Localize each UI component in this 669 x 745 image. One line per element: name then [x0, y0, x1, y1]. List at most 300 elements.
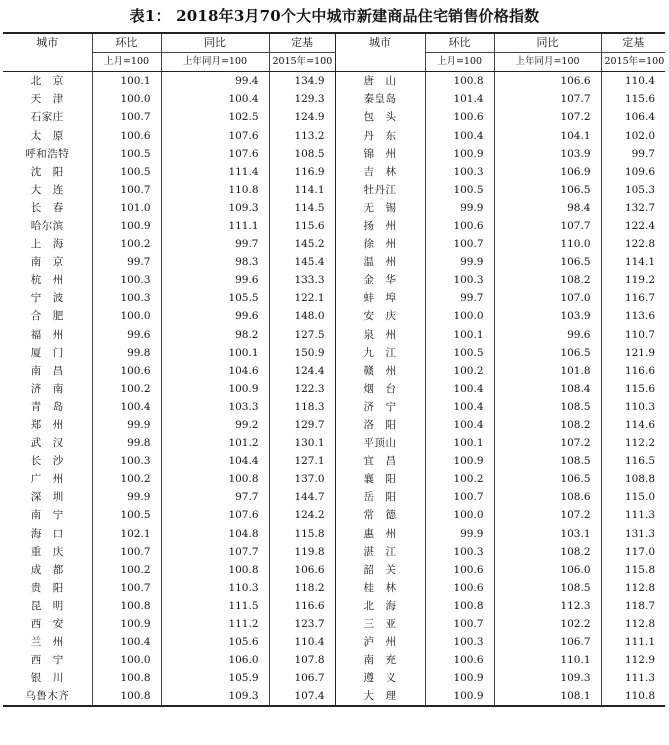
left-city-name: 西 安: [30, 618, 64, 631]
table-row: [3, 543, 665, 561]
header-mom-right: 环比: [425, 33, 494, 53]
left-mom-value: 99.8: [92, 434, 161, 452]
left-fixed-value: 113.2: [269, 126, 335, 144]
right-yoy-value: 107.2: [494, 434, 601, 452]
right-yoy-value: 107.2: [494, 108, 601, 126]
left-fixed-value: 118.3: [269, 398, 335, 416]
header-yoy-base-right: 上年同月=100: [494, 53, 601, 72]
table-row: [3, 470, 665, 488]
left-fixed-value: 145.4: [269, 253, 335, 271]
right-mom-value: 100.1: [425, 326, 494, 344]
left-yoy-value: 100.9: [161, 380, 269, 398]
right-city-name: 无 锡: [335, 199, 425, 217]
left-yoy-value: 110.3: [161, 579, 269, 597]
right-fixed-value: 115.8: [601, 561, 665, 579]
left-yoy-value: 105.9: [161, 669, 269, 687]
right-fixed-value: 121.9: [601, 344, 665, 362]
left-fixed-value: 115.8: [269, 525, 335, 543]
right-mom-value: 100.6: [425, 561, 494, 579]
left-yoy-value: 100.1: [161, 344, 269, 362]
left-yoy-value: 100.8: [161, 561, 269, 579]
right-fixed-value: 111.3: [601, 669, 665, 687]
left-city-name: 郑 州: [30, 419, 64, 432]
header-mom-base-left: 上月=100: [92, 53, 161, 72]
right-fixed-value: 112.2: [601, 434, 665, 452]
right-mom-value: 100.2: [425, 470, 494, 488]
left-fixed-value: 108.5: [269, 145, 335, 163]
table-body: [3, 33, 665, 706]
right-fixed-value: 116.5: [601, 452, 665, 470]
table-row: [3, 145, 665, 163]
right-yoy-value: 103.9: [494, 145, 601, 163]
left-fixed-value: 115.6: [269, 217, 335, 235]
header-city-left: 城市: [36, 36, 59, 50]
right-fixed-value: 110.7: [601, 326, 665, 344]
left-fixed-value: 118.2: [269, 579, 335, 597]
left-yoy-value: 111.2: [161, 615, 269, 633]
left-city-name: 哈尔滨: [30, 219, 64, 232]
left-city-name: 太 原: [30, 129, 64, 142]
left-fixed-value: 127.1: [269, 452, 335, 470]
right-city-name: 大 理: [335, 687, 425, 706]
left-fixed-value: 122.3: [269, 380, 335, 398]
right-yoy-value: 106.5: [494, 470, 601, 488]
right-mom-value: 100.2: [425, 362, 494, 380]
left-fixed-value: 122.1: [269, 289, 335, 307]
left-fixed-value: 119.8: [269, 543, 335, 561]
table-row: [3, 506, 665, 524]
right-city-name: 北 海: [335, 597, 425, 615]
left-yoy-value: 97.7: [161, 488, 269, 506]
table-title: 表1： 2018年3月70个大中城市新建商品住宅销售价格指数: [129, 7, 540, 25]
right-city-name: 宜 昌: [335, 452, 425, 470]
left-yoy-value: 104.4: [161, 452, 269, 470]
right-mom-value: 99.9: [425, 525, 494, 543]
right-mom-value: 100.9: [425, 145, 494, 163]
right-mom-value: 100.4: [425, 398, 494, 416]
left-yoy-value: 105.6: [161, 633, 269, 651]
left-mom-value: 99.7: [92, 253, 161, 271]
right-yoy-value: 102.2: [494, 615, 601, 633]
left-city-name: 昆 明: [30, 599, 64, 612]
left-city-name: 北 京: [30, 75, 64, 88]
table-row: [3, 181, 665, 199]
right-city-name: 常 德: [335, 506, 425, 524]
right-mom-value: 100.1: [425, 434, 494, 452]
right-city-name: 温 州: [335, 253, 425, 271]
right-mom-value: 100.9: [425, 452, 494, 470]
left-mom-value: 100.9: [92, 217, 161, 235]
right-fixed-value: 106.4: [601, 108, 665, 126]
left-yoy-value: 103.3: [161, 398, 269, 416]
left-fixed-value: 116.9: [269, 163, 335, 181]
table-row: [3, 615, 665, 633]
right-fixed-value: 122.4: [601, 217, 665, 235]
table-row: [3, 398, 665, 416]
left-yoy-value: 111.5: [161, 597, 269, 615]
left-fixed-value: 114.5: [269, 199, 335, 217]
left-fixed-value: 116.6: [269, 597, 335, 615]
left-city-name: 乌鲁木齐: [25, 690, 70, 703]
header-mom-base-right: 上月=100: [425, 53, 494, 72]
right-city-name: 吉 林: [335, 163, 425, 181]
left-yoy-value: 99.6: [161, 271, 269, 289]
left-city-name: 南 昌: [30, 364, 64, 377]
right-yoy-value: 109.3: [494, 669, 601, 687]
left-city-name: 重 庆: [30, 545, 64, 558]
left-fixed-value: 145.2: [269, 235, 335, 253]
right-yoy-value: 106.7: [494, 633, 601, 651]
right-mom-value: 100.9: [425, 669, 494, 687]
right-fixed-value: 119.2: [601, 271, 665, 289]
right-mom-value: 100.0: [425, 307, 494, 325]
table-row: [3, 253, 665, 271]
left-yoy-value: 99.7: [161, 235, 269, 253]
left-yoy-value: 107.7: [161, 543, 269, 561]
header-fixed-base-right: 2015年=100: [601, 53, 665, 72]
left-city-name: 海 口: [30, 527, 64, 540]
left-mom-value: 100.3: [92, 452, 161, 470]
price-index-table: [3, 32, 665, 707]
right-fixed-value: 114.6: [601, 416, 665, 434]
left-yoy-value: 99.4: [161, 72, 269, 91]
table-row: [3, 579, 665, 597]
right-fixed-value: 112.8: [601, 579, 665, 597]
header-yoy-base-left: 上年同月=100: [161, 53, 269, 72]
right-fixed-value: 122.8: [601, 235, 665, 253]
right-city-name: 韶 关: [335, 561, 425, 579]
right-city-name: 金 华: [335, 271, 425, 289]
right-yoy-value: 106.6: [494, 72, 601, 91]
table-row: [3, 488, 665, 506]
right-fixed-value: 99.7: [601, 145, 665, 163]
header-fixed-base-left: 2015年=100: [269, 53, 335, 72]
right-yoy-value: 108.4: [494, 380, 601, 398]
right-mom-value: 100.6: [425, 579, 494, 597]
right-city-name: 惠 州: [335, 525, 425, 543]
left-mom-value: 100.0: [92, 651, 161, 669]
right-fixed-value: 114.1: [601, 253, 665, 271]
table-row: [3, 561, 665, 579]
table-row: [3, 289, 665, 307]
header-fixed-left: 定基: [269, 33, 335, 53]
left-mom-value: 100.8: [92, 597, 161, 615]
left-city-name: 大 连: [30, 183, 64, 196]
right-city-name: 泉 州: [335, 326, 425, 344]
right-yoy-value: 108.5: [494, 579, 601, 597]
table-row: [3, 307, 665, 325]
left-mom-value: 99.8: [92, 344, 161, 362]
right-fixed-value: 111.3: [601, 506, 665, 524]
right-mom-value: 99.9: [425, 253, 494, 271]
left-fixed-value: 130.1: [269, 434, 335, 452]
right-yoy-value: 108.5: [494, 398, 601, 416]
right-yoy-value: 108.6: [494, 488, 601, 506]
table-row: [3, 235, 665, 253]
left-yoy-value: 109.3: [161, 687, 269, 706]
right-mom-value: 99.7: [425, 289, 494, 307]
left-mom-value: 99.9: [92, 488, 161, 506]
left-yoy-value: 111.4: [161, 163, 269, 181]
table-row: [3, 126, 665, 144]
right-fixed-value: 109.6: [601, 163, 665, 181]
header-yoy-left: 同比: [161, 33, 269, 53]
right-mom-value: 100.9: [425, 687, 494, 706]
right-mom-value: 100.4: [425, 416, 494, 434]
left-city-name: 南 京: [30, 256, 64, 269]
right-fixed-value: 115.6: [601, 380, 665, 398]
right-yoy-value: 108.1: [494, 687, 601, 706]
left-mom-value: 100.5: [92, 506, 161, 524]
table-row: [3, 669, 665, 687]
left-fixed-value: 148.0: [269, 307, 335, 325]
right-mom-value: 100.6: [425, 217, 494, 235]
left-mom-value: 101.0: [92, 199, 161, 217]
left-yoy-value: 100.8: [161, 470, 269, 488]
header-row-2: [3, 53, 665, 72]
left-yoy-value: 110.8: [161, 181, 269, 199]
right-fixed-value: 118.7: [601, 597, 665, 615]
right-mom-value: 100.6: [425, 108, 494, 126]
table-row: [3, 416, 665, 434]
right-city-name: 桂 林: [335, 579, 425, 597]
left-fixed-value: 144.7: [269, 488, 335, 506]
table-row: [3, 217, 665, 235]
left-mom-value: 100.3: [92, 271, 161, 289]
right-mom-value: 100.5: [425, 344, 494, 362]
left-yoy-value: 107.6: [161, 506, 269, 524]
left-mom-value: 100.4: [92, 398, 161, 416]
left-city-name: 青 岛: [30, 400, 64, 413]
left-city-name: 呼和浩特: [25, 147, 70, 160]
right-mom-value: 100.3: [425, 271, 494, 289]
right-mom-value: 100.7: [425, 488, 494, 506]
left-yoy-value: 98.2: [161, 326, 269, 344]
right-city-name: 湛 江: [335, 543, 425, 561]
left-mom-value: 100.6: [92, 126, 161, 144]
left-yoy-value: 101.2: [161, 434, 269, 452]
left-city-name: 济 南: [30, 382, 64, 395]
header-blank-left: [3, 53, 92, 72]
left-mom-value: 100.6: [92, 362, 161, 380]
left-yoy-value: 111.1: [161, 217, 269, 235]
right-city-name: 安 庆: [335, 307, 425, 325]
table-row: [3, 271, 665, 289]
left-mom-value: 100.1: [92, 72, 161, 91]
right-yoy-value: 108.2: [494, 543, 601, 561]
right-city-name: 包 头: [335, 108, 425, 126]
left-city-name: 广 州: [30, 473, 64, 486]
right-city-name: 徐 州: [335, 235, 425, 253]
table-row: [3, 633, 665, 651]
right-city-name: 九 江: [335, 344, 425, 362]
right-fixed-value: 115.6: [601, 90, 665, 108]
left-mom-value: 100.2: [92, 380, 161, 398]
right-fixed-value: 111.1: [601, 633, 665, 651]
right-fixed-value: 110.4: [601, 72, 665, 91]
left-fixed-value: 129.3: [269, 90, 335, 108]
table-row: [3, 651, 665, 669]
left-mom-value: 102.1: [92, 525, 161, 543]
left-mom-value: 100.4: [92, 633, 161, 651]
left-yoy-value: 109.3: [161, 199, 269, 217]
right-mom-value: 100.8: [425, 72, 494, 91]
right-yoy-value: 106.5: [494, 344, 601, 362]
table-row: [3, 326, 665, 344]
left-fixed-value: 107.8: [269, 651, 335, 669]
left-city-name: 福 州: [30, 328, 64, 341]
table-row: [3, 452, 665, 470]
right-fixed-value: 110.3: [601, 398, 665, 416]
right-fixed-value: 117.0: [601, 543, 665, 561]
left-fixed-value: 124.2: [269, 506, 335, 524]
left-yoy-value: 106.0: [161, 651, 269, 669]
table-row: [3, 687, 665, 706]
right-city-name: 襄 阳: [335, 470, 425, 488]
left-mom-value: 100.5: [92, 145, 161, 163]
right-yoy-value: 108.5: [494, 452, 601, 470]
left-yoy-value: 102.5: [161, 108, 269, 126]
left-yoy-value: 100.4: [161, 90, 269, 108]
left-yoy-value: 104.8: [161, 525, 269, 543]
right-fixed-value: 112.8: [601, 615, 665, 633]
right-yoy-value: 106.5: [494, 253, 601, 271]
table-row: [3, 90, 665, 108]
right-yoy-value: 107.7: [494, 217, 601, 235]
header-yoy-right: 同比: [494, 33, 601, 53]
table-row: [3, 525, 665, 543]
left-mom-value: 100.2: [92, 470, 161, 488]
right-fixed-value: 131.3: [601, 525, 665, 543]
table-row: [3, 380, 665, 398]
right-yoy-value: 108.2: [494, 271, 601, 289]
left-mom-value: 100.2: [92, 235, 161, 253]
table-row: [3, 72, 665, 91]
right-fixed-value: 115.0: [601, 488, 665, 506]
left-fixed-value: 106.6: [269, 561, 335, 579]
right-mom-value: 100.4: [425, 380, 494, 398]
left-yoy-value: 104.6: [161, 362, 269, 380]
right-mom-value: 100.3: [425, 633, 494, 651]
left-mom-value: 100.5: [92, 163, 161, 181]
table-row: [3, 597, 665, 615]
left-yoy-value: 105.5: [161, 289, 269, 307]
left-fixed-value: 150.9: [269, 344, 335, 362]
right-city-name: 牡丹江: [335, 181, 425, 199]
left-city-name: 上 海: [30, 238, 64, 251]
right-yoy-value: 106.0: [494, 561, 601, 579]
left-mom-value: 100.0: [92, 90, 161, 108]
header-fixed-right: 定基: [601, 33, 665, 53]
right-fixed-value: 102.0: [601, 126, 665, 144]
right-city-name: 蚌 埠: [335, 289, 425, 307]
left-fixed-value: 106.7: [269, 669, 335, 687]
left-fixed-value: 127.5: [269, 326, 335, 344]
right-yoy-value: 110.1: [494, 651, 601, 669]
right-yoy-value: 106.9: [494, 163, 601, 181]
right-mom-value: 100.7: [425, 235, 494, 253]
header-blank-right: [335, 53, 425, 72]
right-city-name: 三 亚: [335, 615, 425, 633]
right-yoy-value: 98.4: [494, 199, 601, 217]
left-mom-value: 100.7: [92, 543, 161, 561]
left-mom-value: 100.7: [92, 579, 161, 597]
right-yoy-value: 107.7: [494, 90, 601, 108]
header-row-1: [3, 33, 665, 53]
left-city-name: 长 春: [30, 201, 64, 214]
right-yoy-value: 112.3: [494, 597, 601, 615]
right-city-name: 南 充: [335, 651, 425, 669]
right-fixed-value: 105.3: [601, 181, 665, 199]
right-mom-value: 100.0: [425, 506, 494, 524]
left-fixed-value: 129.7: [269, 416, 335, 434]
left-city-name: 宁 波: [30, 292, 64, 305]
left-fixed-value: 124.9: [269, 108, 335, 126]
right-yoy-value: 106.5: [494, 181, 601, 199]
left-yoy-value: 107.6: [161, 126, 269, 144]
table-row: [3, 434, 665, 452]
left-city-name: 南 宁: [30, 509, 64, 522]
header-mom-left: 环比: [92, 33, 161, 53]
right-city-name: 平顶山: [335, 434, 425, 452]
left-yoy-value: 107.6: [161, 145, 269, 163]
right-mom-value: 100.4: [425, 126, 494, 144]
right-city-name: 丹 东: [335, 126, 425, 144]
table-row: [3, 199, 665, 217]
right-mom-value: 100.3: [425, 543, 494, 561]
right-city-name: 岳 阳: [335, 488, 425, 506]
left-city-name: 西 宁: [30, 654, 64, 667]
left-mom-value: 99.6: [92, 326, 161, 344]
left-city-name: 沈 阳: [30, 165, 64, 178]
left-mom-value: 100.2: [92, 561, 161, 579]
left-city-name: 杭 州: [30, 274, 64, 287]
right-fixed-value: 132.7: [601, 199, 665, 217]
left-city-name: 武 汉: [30, 437, 64, 450]
left-city-name: 天 津: [30, 93, 64, 106]
table-row: [3, 163, 665, 181]
left-mom-value: 100.7: [92, 108, 161, 126]
left-city-name: 厦 门: [30, 346, 64, 359]
right-city-name: 锦 州: [335, 145, 425, 163]
right-yoy-value: 107.0: [494, 289, 601, 307]
right-yoy-value: 103.9: [494, 307, 601, 325]
left-city-name: 合 肥: [30, 310, 64, 323]
left-city-name: 深 圳: [30, 491, 64, 504]
right-mom-value: 100.3: [425, 163, 494, 181]
right-mom-value: 100.5: [425, 181, 494, 199]
right-fixed-value: 112.9: [601, 651, 665, 669]
right-mom-value: 100.8: [425, 597, 494, 615]
right-mom-value: 100.7: [425, 615, 494, 633]
right-yoy-value: 101.8: [494, 362, 601, 380]
left-fixed-value: 107.4: [269, 687, 335, 706]
left-fixed-value: 124.4: [269, 362, 335, 380]
left-yoy-value: 98.3: [161, 253, 269, 271]
table-row: [3, 108, 665, 126]
right-fixed-value: 113.6: [601, 307, 665, 325]
left-mom-value: 100.3: [92, 289, 161, 307]
left-fixed-value: 110.4: [269, 633, 335, 651]
left-mom-value: 99.9: [92, 416, 161, 434]
right-city-name: 扬 州: [335, 217, 425, 235]
left-city-name: 兰 州: [30, 636, 64, 649]
right-city-name: 秦皇岛: [335, 90, 425, 108]
left-fixed-value: 137.0: [269, 470, 335, 488]
right-fixed-value: 110.8: [601, 687, 665, 706]
right-city-name: 济 宁: [335, 398, 425, 416]
right-yoy-value: 108.2: [494, 416, 601, 434]
